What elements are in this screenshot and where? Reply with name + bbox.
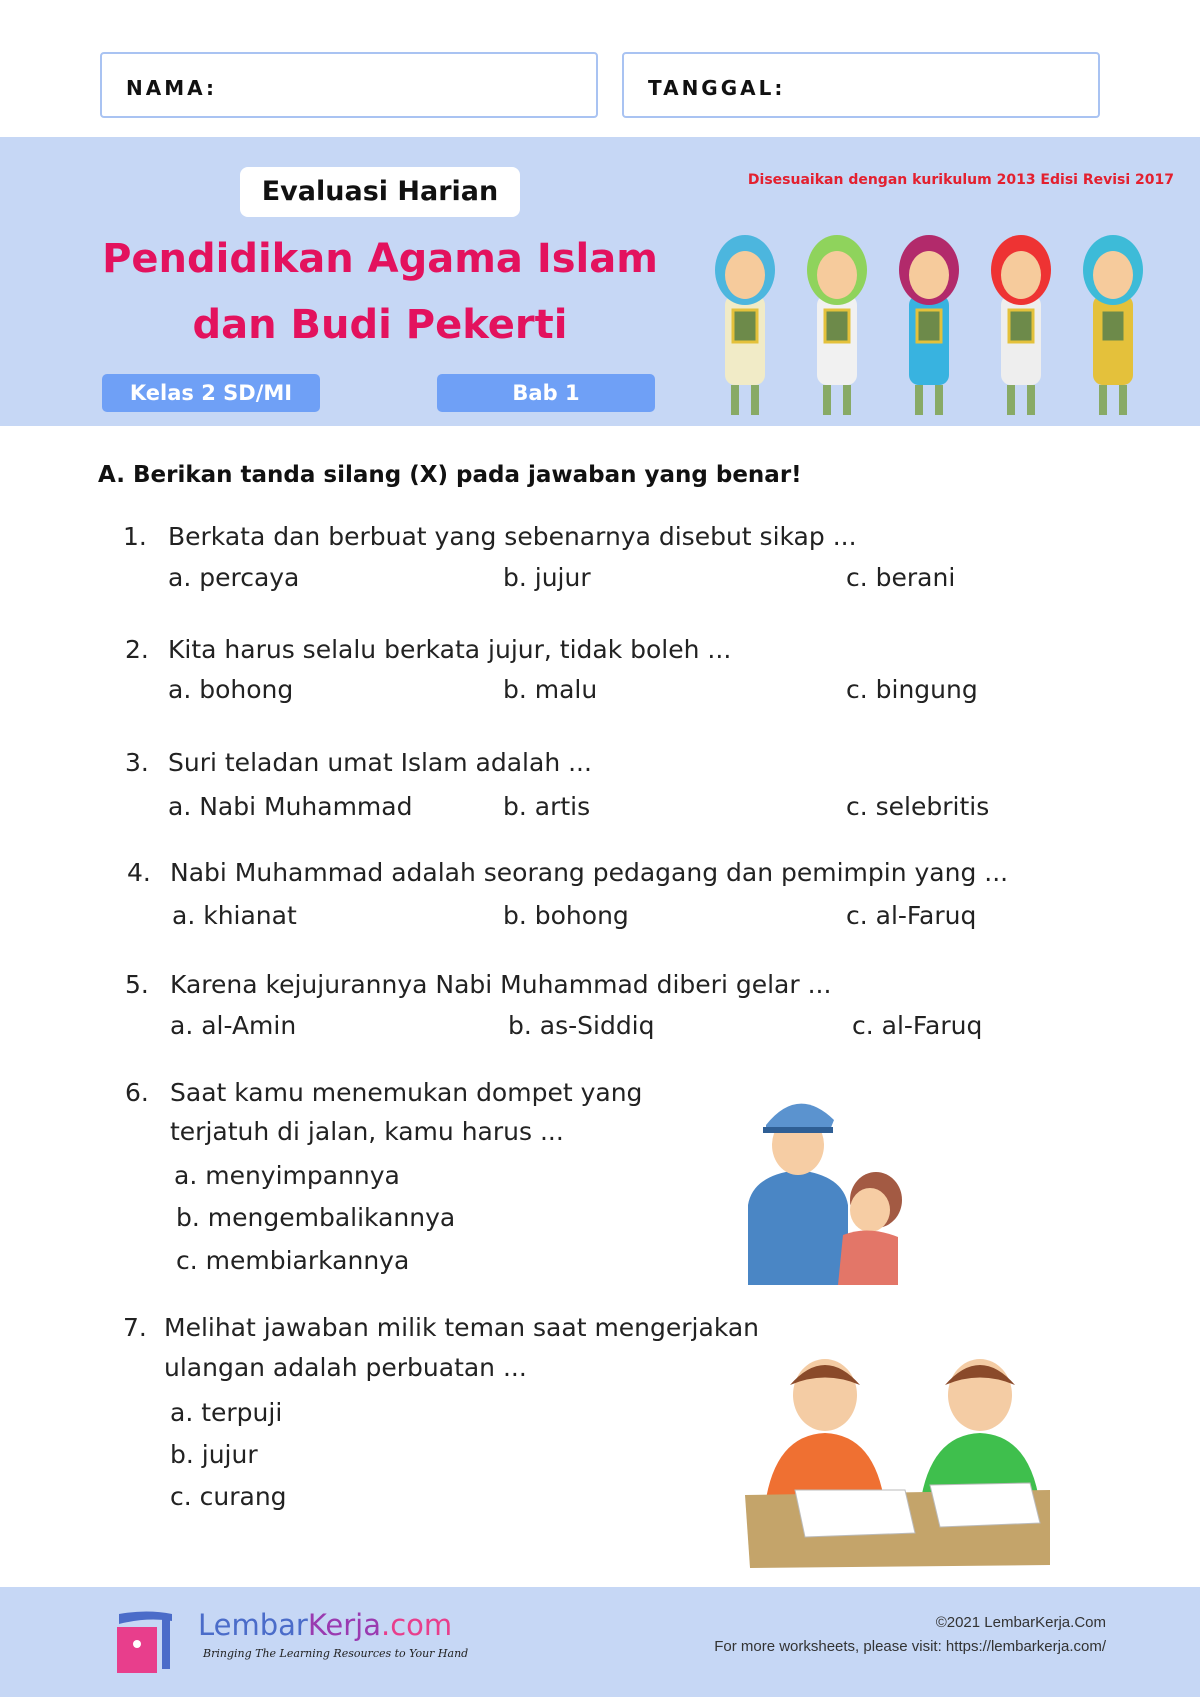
students-exam-illustration (745, 1355, 1055, 1570)
copyright: ©2021 LembarKerja.Com (935, 1614, 1106, 1631)
name-field[interactable] (100, 52, 598, 118)
police-child-illustration (738, 1085, 918, 1285)
answer-option[interactable]: b. jujur (503, 563, 591, 592)
question-number: 5. (125, 970, 149, 999)
question-text: Suri teladan umat Islam adalah ... (168, 748, 592, 777)
lembarkerja-logo-icon (117, 1609, 182, 1674)
question-text: Karena kejujurannya Nabi Muhammad diberi gelar ... (170, 970, 832, 999)
question-text: Kita harus selalu berkata jujur, tidak boleh ... (168, 635, 732, 664)
question-text: terjatuh di jalan, kamu harus ... (170, 1117, 564, 1146)
answer-option[interactable]: c. berani (846, 563, 956, 592)
answer-option[interactable]: a. bohong (168, 675, 294, 704)
answer-option[interactable]: a. Nabi Muhammad (168, 792, 413, 821)
logo-part: .com (381, 1608, 453, 1642)
subject-title-line2: dan Budi Pekerti (192, 302, 568, 348)
answer-option[interactable]: a. terpuji (170, 1398, 283, 1427)
children-illustration (715, 225, 1185, 425)
answer-option[interactable]: b. mengembalikannya (176, 1203, 456, 1232)
visit-link[interactable]: For more worksheets, please visit: https://lembarkerja.com/ (714, 1638, 1106, 1655)
logo-tagline: Bringing The Learning Resources to Your Hand (203, 1647, 469, 1660)
answer-option[interactable]: b. artis (503, 792, 591, 821)
question-number: 7. (123, 1313, 147, 1342)
chapter-badge: Bab 1 (437, 374, 655, 412)
answer-option[interactable]: c. al-Faruq (852, 1011, 983, 1040)
question-number: 1. (123, 522, 147, 551)
question-text: ulangan adalah perbuatan ... (164, 1353, 527, 1382)
section-instruction: A. Berikan tanda silang (X) pada jawaban yang benar! (98, 462, 802, 488)
question-number: 2. (125, 635, 149, 664)
answer-option[interactable]: b. as-Siddiq (508, 1011, 655, 1040)
answer-option[interactable]: a. menyimpannya (174, 1161, 400, 1190)
subject-title-line1: Pendidikan Agama Islam (102, 236, 658, 282)
logo-part: Lembar (198, 1608, 308, 1642)
question-text: Berkata dan berbuat yang sebenarnya disebut sikap ... (168, 522, 857, 551)
answer-option[interactable]: b. malu (503, 675, 598, 704)
name-label: NAMA: (126, 76, 217, 100)
date-field[interactable] (622, 52, 1100, 118)
answer-option[interactable]: a. al-Amin (170, 1011, 297, 1040)
logo-wordmark (198, 1608, 452, 1642)
curriculum-note: Disesuaikan dengan kurikulum 2013 Edisi Revisi 2017 (747, 172, 1174, 188)
logo-part: Kerja (307, 1608, 382, 1642)
question-text: Melihat jawaban milik teman saat mengerjakan (164, 1313, 760, 1342)
answer-option[interactable]: b. jujur (170, 1440, 258, 1469)
answer-option[interactable]: c. bingung (846, 675, 978, 704)
answer-option[interactable]: a. percaya (168, 563, 300, 592)
answer-option[interactable]: b. bohong (503, 901, 629, 930)
question-text: Saat kamu menemukan dompet yang (170, 1078, 643, 1107)
evaluation-badge: Evaluasi Harian (240, 167, 520, 217)
question-text: Nabi Muhammad adalah seorang pedagang dan pemimpin yang ... (170, 858, 1009, 887)
date-label: TANGGAL: (648, 76, 786, 100)
answer-option[interactable]: c. al-Faruq (846, 901, 977, 930)
question-number: 6. (125, 1078, 149, 1107)
answer-option[interactable]: c. curang (170, 1482, 287, 1511)
question-number: 4. (127, 858, 151, 887)
answer-option[interactable]: a. khianat (172, 901, 297, 930)
question-number: 3. (125, 748, 149, 777)
answer-option[interactable]: c. selebritis (846, 792, 990, 821)
class-badge: Kelas 2 SD/MI (102, 374, 320, 412)
answer-option[interactable]: c. membiarkannya (176, 1246, 410, 1275)
